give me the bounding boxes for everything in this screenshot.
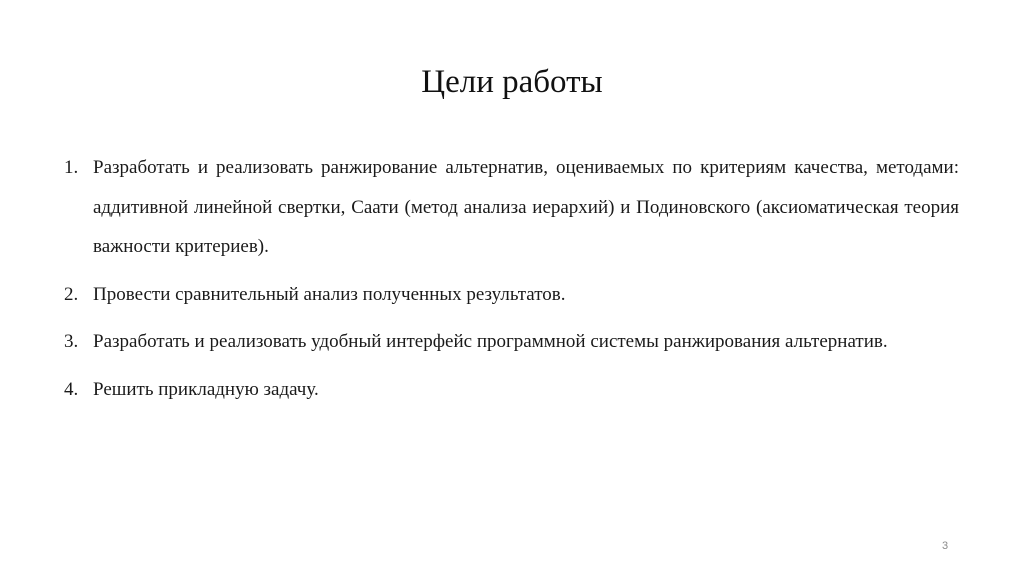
goal-number: 4. <box>64 378 79 400</box>
goal-item <box>64 275 959 315</box>
goal-item <box>64 322 959 362</box>
goal-text: Решить прикладную задачу. <box>93 378 319 400</box>
goal-text: Разработать и реализовать ранжирование альтернатив, оцениваемых по критериям качества, методами: аддитивной линейной свертки, Саати (метод анализа иерархий) и Подиновского (аксиоматическая теория важности критериев). <box>93 157 959 257</box>
slide-title: Цели работы <box>421 64 603 100</box>
goal-text: Разработать и реализовать удобный интерфейс программной системы ранжирования альтернатив. <box>93 331 888 352</box>
goal-text: Провести сравнительный анализ полученных результатов. <box>93 283 566 305</box>
goal-item <box>64 148 959 267</box>
goal-number: 1. <box>64 157 79 178</box>
goals-list <box>64 148 959 417</box>
page-number: 3 <box>941 540 949 552</box>
goal-number: 2. <box>64 283 79 305</box>
goal-item <box>64 370 959 410</box>
goal-number: 3. <box>64 331 79 352</box>
